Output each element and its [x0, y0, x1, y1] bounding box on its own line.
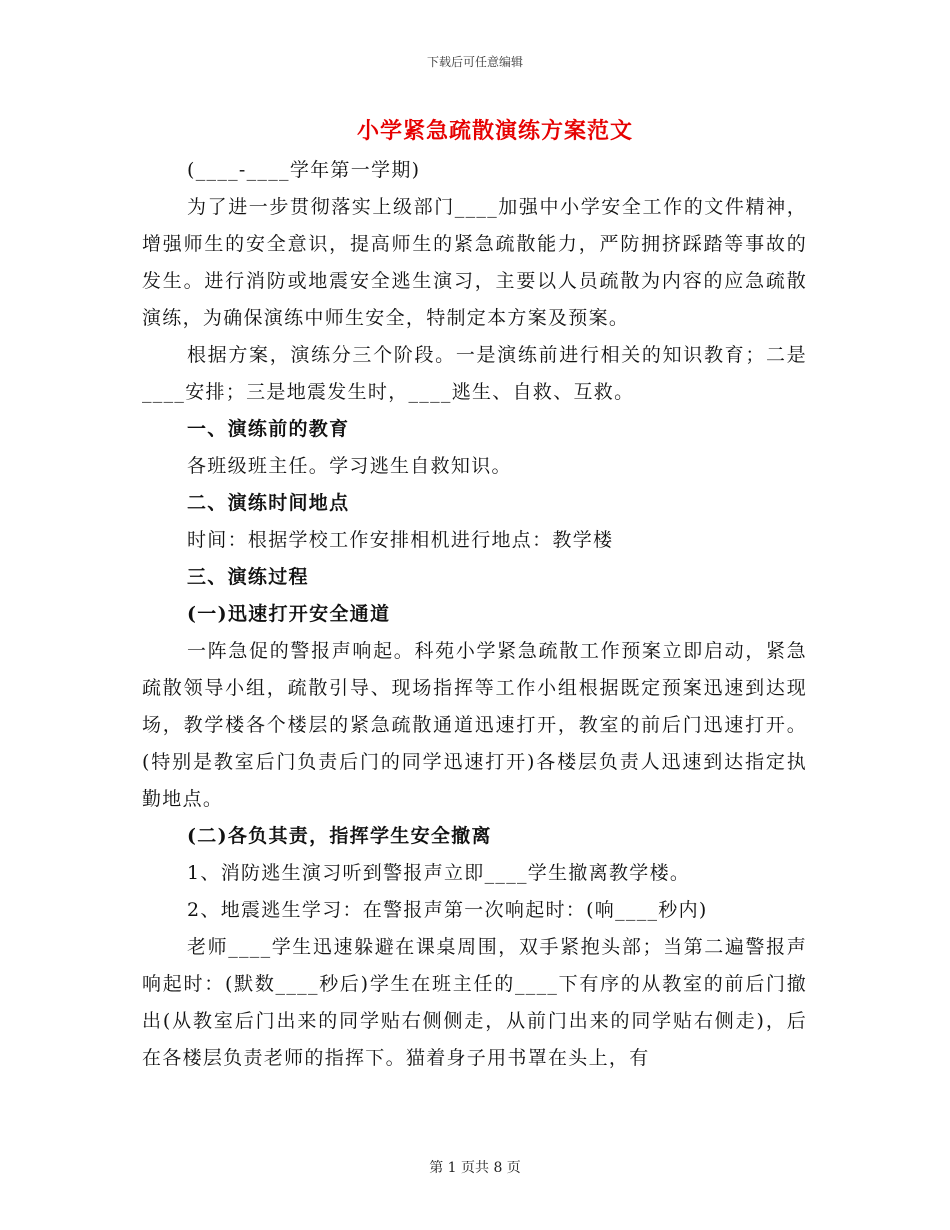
subsection-heading-1: (一)迅速打开安全通道 [187, 603, 391, 625]
document-body [142, 152, 807, 1077]
page-footer: 第 1 页共 8 页 [429, 1160, 521, 1176]
fire-drill-item: 1、消防逃生演习听到警报声立即____学生撤离教学楼。 [187, 862, 691, 884]
subsection-heading-2: (二)各负其责，指挥学生安全撤离 [187, 825, 492, 847]
section-heading-2: 二、演练时间地点 [187, 492, 350, 514]
earthquake-drill-item: 2、地震逃生学习：在警报声第一次响起时：(响____秒内) [187, 899, 708, 921]
header-note: 下载后可任意编辑 [426, 55, 523, 69]
section-1-text: 各班级班主任。学习逃生自救知识。 [187, 455, 512, 477]
semester-line: (____-____学年第一学期) [187, 159, 421, 181]
document-title: 小学紧急疏散演练方案范文 [356, 118, 633, 144]
subsection-1-text: 一阵急促的警报声响起。科苑小学紧急疏散工作预案立即启动，紧急疏散领导小组，疏散引导、现场指挥等工作小组根据既定预案迅速到达现场，教学楼各个楼层的紧急疏散通道迅速打开，教室的前后门迅速打开。(特别是教室后门负责后门的同学迅速打开)各楼层负责人迅速到达指定执勤地点。 [142, 640, 807, 810]
intro-paragraph: 为了进一步贯彻落实上级部门____加强中小学安全工作的文件精神，增强师生的安全意识，提高师生的紧急疏散能力，严防拥挤踩踏等事故的发生。进行消防或地震安全逃生演习，主要以人员疏散为内容的应急疏散演练，为确保演练中师生安全，特制定本方案及预案。 [142, 196, 807, 329]
section-heading-1: 一、演练前的教育 [187, 418, 350, 440]
section-heading-3: 三、演练过程 [187, 566, 309, 588]
stages-paragraph: 根据方案，演练分三个阶段。一是演练前进行相关的知识教育；二是____安排；三是地震发生时，____逃生、自救、互救。 [142, 344, 807, 403]
teacher-instructions-paragraph: 老师____学生迅速躲避在课桌周围，双手紧抱头部；当第二遍警报声响起时：(默数____秒后)学生在班主任的____下有序的从教室的前后门撤出(从教室后门出来的同学贴右侧侧走，从前门出来的同学贴右侧走)，后在各楼层负责老师的指挥下。猫着身子用书罩在头上，有 [142, 936, 807, 1069]
section-2-text: 时间：根据学校工作安排相机进行地点：教学楼 [187, 529, 614, 551]
